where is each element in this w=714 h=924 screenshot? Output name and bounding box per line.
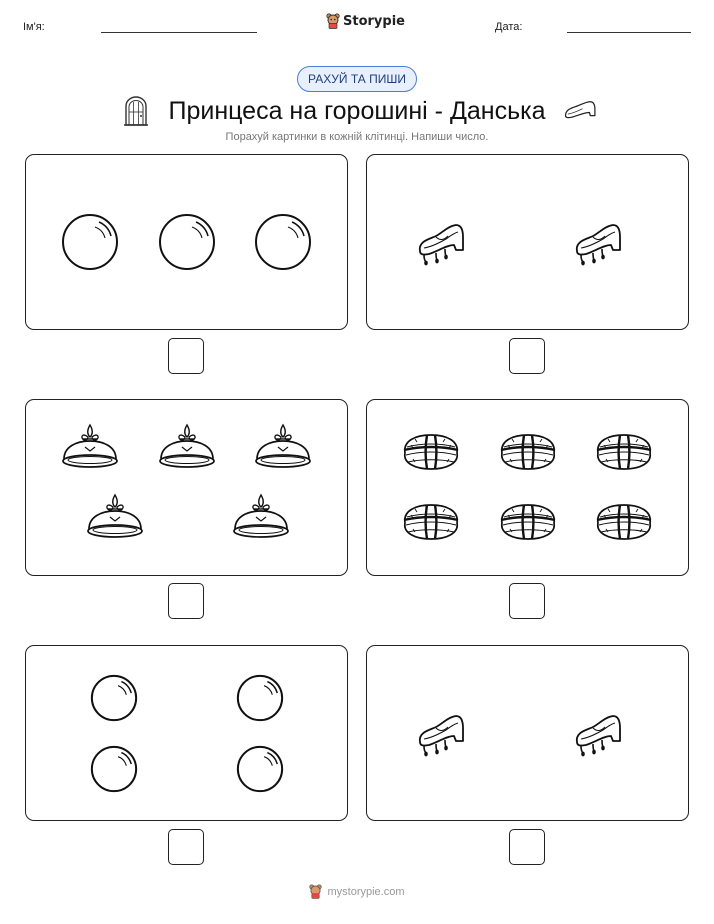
name-field-line[interactable] — [101, 32, 257, 33]
pea-icon — [238, 676, 282, 720]
mattress-bundle-icon — [597, 435, 651, 469]
card-1-illustrations — [26, 155, 349, 331]
crown-icon — [256, 425, 310, 467]
date-label: Дата: — [495, 21, 523, 33]
pea-icon — [92, 676, 136, 720]
pea-icon — [92, 747, 136, 791]
answer-box-2[interactable] — [509, 338, 545, 374]
answer-box-4[interactable] — [509, 583, 545, 619]
crown-icon — [63, 425, 117, 467]
counting-card-2 — [366, 154, 689, 330]
answer-box-1[interactable] — [168, 338, 204, 374]
mattress-bundle-icon — [404, 505, 458, 539]
answer-box-3[interactable] — [168, 583, 204, 619]
card-3-illustrations — [26, 400, 349, 577]
card-2-illustrations — [367, 155, 690, 331]
title-text: Принцеса на горошині - Данська — [168, 96, 546, 125]
instructions: Порахуй картинки в кожній клітинці. Напиши число. — [225, 131, 489, 143]
mattress-bundle-icon — [597, 505, 651, 539]
counting-card-5 — [25, 645, 348, 821]
date-field-line[interactable] — [567, 32, 691, 33]
door-icon — [122, 96, 150, 126]
counting-card-1 — [25, 154, 348, 330]
mattress-bundle-icon — [501, 435, 555, 469]
name-label: Ім'я: — [23, 21, 45, 33]
crown-icon — [88, 495, 142, 537]
card-6-illustrations — [367, 646, 690, 822]
answer-box-5[interactable] — [168, 829, 204, 865]
card-4-illustrations — [367, 400, 690, 577]
brand-logo — [326, 13, 405, 29]
mattress-bundle-icon — [501, 505, 555, 539]
footer — [0, 884, 714, 899]
glass-slipper-icon — [420, 225, 463, 265]
footer-url[interactable]: mystorypie.com — [327, 885, 405, 898]
counting-card-4 — [366, 399, 689, 576]
pea-icon — [63, 215, 117, 269]
pea-icon — [238, 747, 282, 791]
brand-name: Storypie — [343, 13, 405, 29]
answer-box-6[interactable] — [509, 829, 545, 865]
pea-icon — [160, 215, 214, 269]
crown-icon — [160, 425, 214, 467]
pea-icon — [256, 215, 310, 269]
counting-card-6 — [366, 645, 689, 821]
page-title — [120, 94, 600, 128]
glass-slipper-icon — [420, 716, 463, 756]
mattress-bundle-icon — [404, 435, 458, 469]
glass-slipper-icon — [577, 716, 620, 756]
card-5-illustrations — [26, 646, 349, 822]
crown-icon — [234, 495, 288, 537]
glass-slipper-icon — [564, 98, 598, 124]
activity-badge: РАХУЙ ТА ПИШИ — [297, 66, 417, 92]
glass-slipper-icon — [577, 225, 620, 265]
bear-mascot-icon — [309, 884, 322, 899]
counting-card-3 — [25, 399, 348, 576]
bear-mascot-icon — [326, 13, 340, 29]
